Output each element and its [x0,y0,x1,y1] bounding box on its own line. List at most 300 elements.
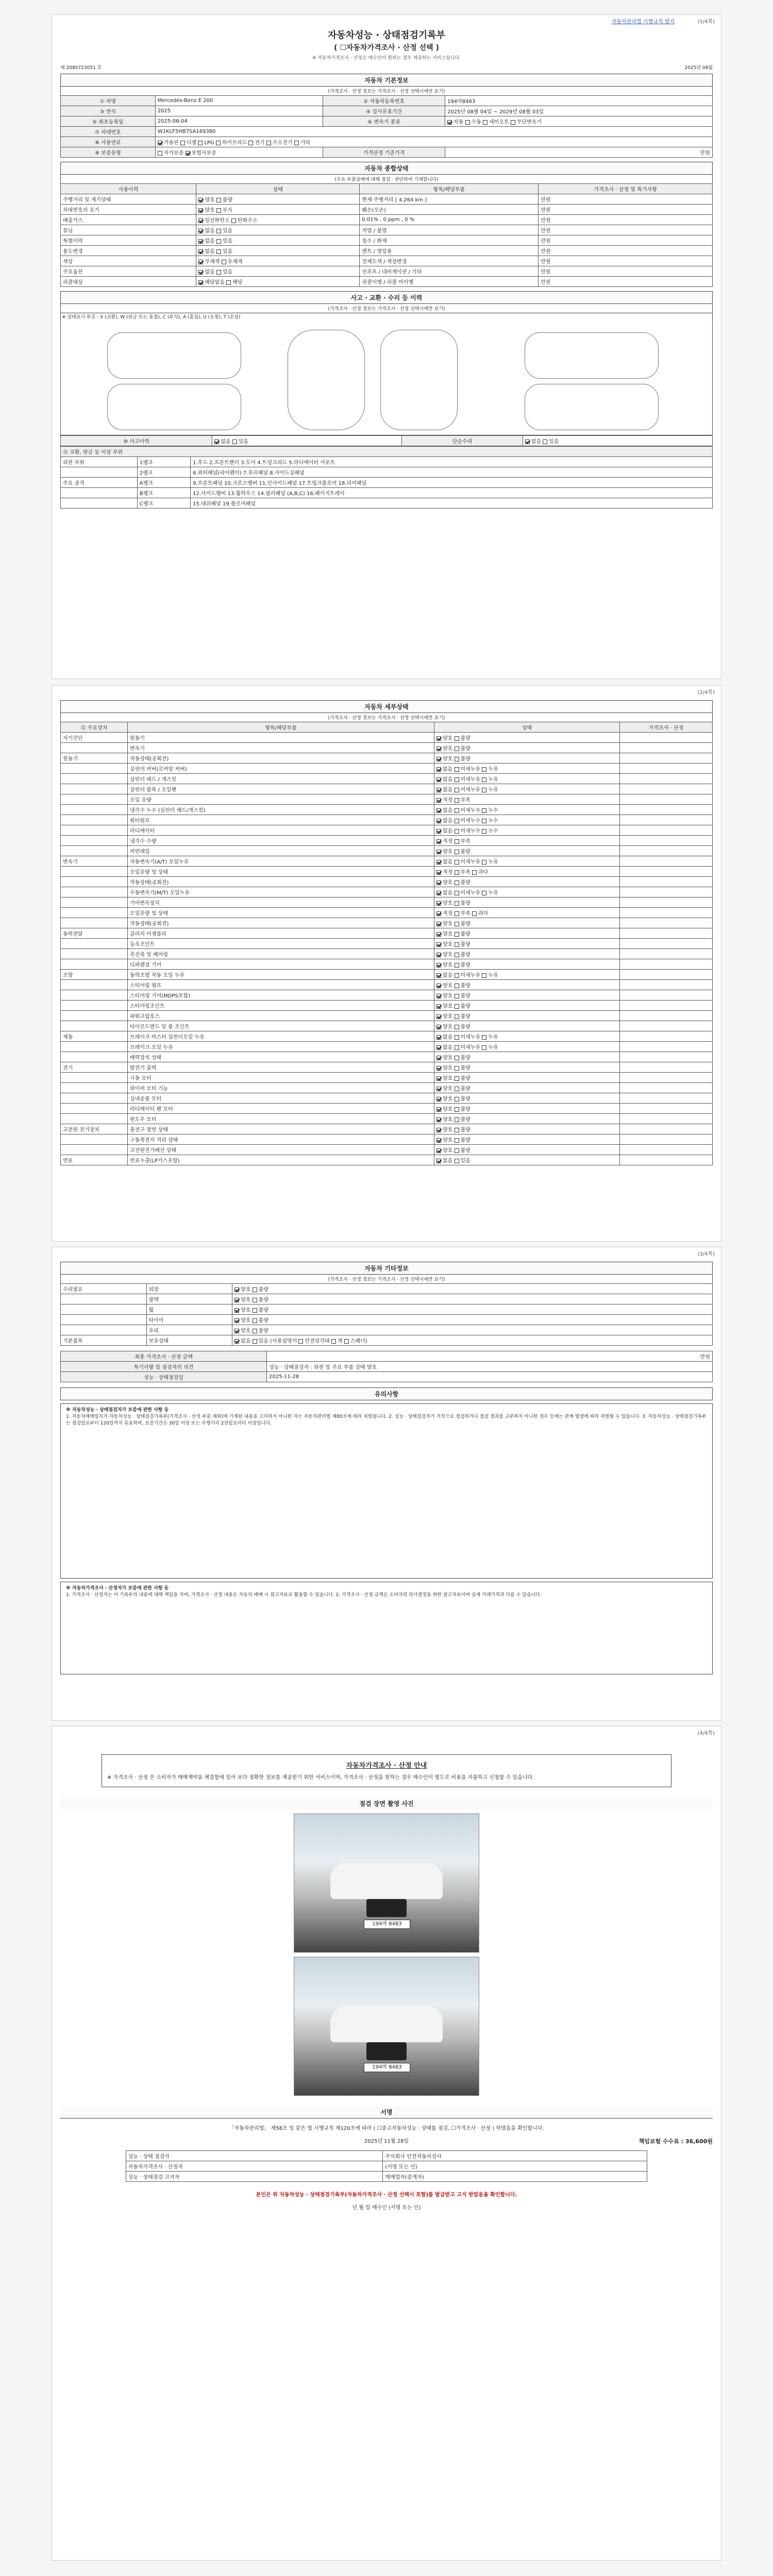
transmission-value: 자동 수동 세미오토 무단변속기 [445,116,713,127]
detail-price [620,856,713,867]
other-state: 양호 불량 [232,1304,713,1315]
label: ⑦ 차대번호 [61,127,156,137]
detail-group [61,1114,128,1124]
detail-price [620,733,713,743]
frame-items: 6.쿼터패널(리어펜더) 7.루프패널 8.사이드실패널 [191,467,713,478]
state-price: 만원 [539,225,713,235]
detail-group [61,1042,128,1052]
detail-price [620,825,713,836]
detail-state: 양호 불량 [434,959,620,970]
model-value: Mercedes-Benz E 200 [155,96,323,106]
detail-group [61,949,128,959]
detail-price [620,1093,713,1104]
frame-group: C랭크 [137,498,190,509]
label: ⑩ 사고이력 [61,436,212,446]
state-detail: 선루프 / 네비게이션 / 기타 [360,266,539,277]
detail-item: 클러치 어셈블리 [128,928,434,939]
sign-title: 서명 [60,2106,713,2119]
table-row [61,815,713,825]
table-row [61,918,713,928]
detail-price [620,753,713,764]
detail-price [620,1155,713,1165]
document-subtitle: ( ☐자동차가격조사 · 산정 선택 ) [334,44,439,52]
table-row [61,277,713,287]
state-detail: 현재 주행거리 [ 4,264 km ] [360,194,539,205]
table-row [61,959,713,970]
detail-group [61,939,128,949]
table-row [61,235,713,246]
frame-group: B랭크 [137,488,190,498]
final-table [60,1351,713,1382]
basic-info-desc: (가격조사 · 산정 정보는 가격조사 · 산정 선택시에만 표기) [60,86,713,95]
detail-item: 원동기 [128,733,434,743]
plate: 194마 8483 [364,2063,410,2072]
detail-group [61,1093,128,1104]
detail-group: 제동 [61,1031,128,1042]
label: 가격산정 기준가격 [323,147,445,158]
detail-group [61,815,128,825]
detail-group [61,805,128,815]
detail-price [620,1124,713,1134]
table-row [61,990,713,1001]
detail-price [620,1011,713,1021]
detail-item: 타이로드엔드 및 볼 조인트 [128,1021,434,1031]
frame-items: 15.대쉬패널 19.플로어패널 [191,498,713,509]
detail-item: 냉각수 수량 [128,836,434,846]
vin-value: W1KLF5HB7SA169380 [155,127,712,137]
detail-group [61,897,128,908]
detail-group [61,846,128,856]
detail-price [620,743,713,753]
table-row [61,478,713,488]
detail-price [620,815,713,825]
state-price: 만원 [539,246,713,256]
notice-title: 유의사항 [60,1387,713,1400]
detail-state: 없음 있음 [434,1155,620,1165]
detail-price [620,1042,713,1052]
other-group [61,1315,147,1325]
valid-value: 2025년 08월 04일 ~ 2029년 08월 03일 [445,106,713,116]
detail-group [61,743,128,753]
state-table [60,183,713,287]
detail-price [620,908,713,918]
col-header: 가격조사 · 산정 및 특기사항 [539,184,713,194]
col-header: 항목/해당부품 [128,722,434,733]
detail-state: 없음 미세누유 누유 [434,1042,620,1052]
table-row [61,467,713,478]
col-header: 상태 [434,722,620,733]
detail-state: 양호 불량 [434,743,620,753]
detail-state: 양호 불량 [434,1134,620,1145]
detail-price [620,1021,713,1031]
sign-text: 「자동차관리법」 제58조 및 같은 법 시행규칙 제120조에 따라 ( ☐중고자동차성능 · 상태를 점검, ☐가격조사 · 산정 ) 하였음을 확인합니다. [229,2126,544,2131]
detail-price [620,1145,713,1155]
other-group [61,1325,147,1335]
detail-price [620,805,713,815]
state-price: 만원 [539,256,713,266]
detail-group [61,918,128,928]
detail-state: 없음 미세누유 누유 [434,887,620,897]
detail-price [620,1052,713,1062]
detail-group [61,784,128,794]
detail-item: 오일유량 및 상태 [128,908,434,918]
table-row [61,194,713,205]
table-row [61,1134,713,1145]
table-row [61,743,713,753]
other-group [61,1294,147,1304]
label: ① 차명 [61,96,156,106]
state-desc: (주요 부품상태에 대해 점검 · 판단하여 기재합니다) [60,174,713,183]
page-number: (3/4쪽) [697,1251,715,1257]
detail-price [620,949,713,959]
table-row [61,856,713,867]
opinion-label: 특기사항 및 점검자의 의견 [61,1362,267,1372]
firstreg-value: 2025-06-04 [155,116,323,127]
signer-1-org: 주식회사 안전자동차검사 [383,2151,647,2161]
table-row [61,805,713,815]
table-row [61,205,713,215]
inspection-photo-1 [294,1814,479,1953]
detail-price [620,990,713,1001]
detail-item: 디퍼렌셜 기어 [128,959,434,970]
detail-item: 실내송풍 모터 [128,1093,434,1104]
car-frame [380,330,458,430]
table-row [61,1104,713,1114]
table-row [61,1093,713,1104]
accident-row [60,435,713,446]
table-row [61,970,713,980]
detail-state: 양호 불량 [434,1073,620,1083]
detail-price [620,764,713,774]
state-item: 주행거리 및 계기상태 [61,194,196,205]
detail-item: 발전기 출력 [128,1062,434,1073]
state-item: 색상 [61,256,196,266]
state-detail: 적법 / 불법 [360,225,539,235]
detail-price [620,794,713,805]
detail-price [620,918,713,928]
table-row [61,1001,713,1011]
detail-group [61,1104,128,1114]
detail-group [61,1052,128,1062]
state-check: 양호 부식 [196,205,360,215]
fuel-value: 가솔린 디젤 LPG 하이브리드 전기 수소전기 기타 [155,137,712,147]
detail-item: 스티어링 기어(MDPS포함) [128,990,434,1001]
state-check: 무채색 유채색 [196,256,360,266]
detail-item: 오일유량 및 상태 [128,867,434,877]
table-row [61,1325,713,1335]
table-row [61,1021,713,1031]
accident-value: 없음 있음 [212,436,402,446]
detail-group [61,794,128,805]
table-row [61,764,713,774]
detail-state: 양호 불량 [434,980,620,990]
guide-text: ※ 가격조사 · 산정 은 소비자가 매매계약을 체결함에 있어 보다 정확한 정보를 제공받기 위한 서비스이며, 가격조사 · 산정을 원하는 경우 매수인이 별도로 비용을 지불하고 신청할 수 있습니다. [107,1775,534,1781]
signer-table [126,2150,648,2182]
detail-group [61,959,128,970]
detail-state: 없음 미세누수 누수 [434,805,620,815]
other-table [60,1283,713,1346]
detail-item: 작동상태(공회전) [128,918,434,928]
detail-group: 자기진단 [61,733,128,743]
table-row [61,1062,713,1073]
state-item: 용도변경 [61,246,196,256]
other-item: 보유상태 [146,1335,232,1346]
other-item: 유리 [146,1325,232,1335]
state-item: 차대번호의 표기 [61,205,196,215]
state-detail: 리콜이행 / 리콜 미이행 [360,277,539,287]
detail-group [61,980,128,990]
table-row [61,784,713,794]
detail-group [61,908,128,918]
detail-price [620,897,713,908]
state-check: 일산화탄소 탄화수소 [196,215,360,225]
detail-state: 양호 불량 [434,1011,620,1021]
label: ⑥ 변속기 종류 [323,116,445,127]
detail-state: 양호 불량 [434,1083,620,1093]
other-group [61,1304,147,1315]
table-row [61,846,713,856]
detail-item: 스티어링 펌프 [128,980,434,990]
other-group: 기본품목 [61,1335,147,1346]
other-state: 양호 불량 [232,1315,713,1325]
detail-price [620,928,713,939]
detail-price [620,1062,713,1073]
detail-price [620,1104,713,1114]
document-title: 자동차성능 · 상태점검기록부 [327,30,446,41]
detail-state: 없음 미세누수 누수 [434,815,620,825]
detail-price [620,867,713,877]
label: ② 자동차등록번호 [323,96,445,106]
state-check: 없음 있음 [196,225,360,235]
table-row [61,980,713,990]
basic-info-table [60,95,713,158]
frame-rank: 주요 골격 [61,478,138,488]
frame-items: 9.프론트패널 10.크로스멤버 11.인사이드패널 17.트렁크플로어 18.리어패널 [191,478,713,488]
table-row [61,1052,713,1062]
frame-group: A랭크 [137,478,190,488]
detail-item: 충전구 절연 상태 [128,1124,434,1134]
detail-item: 브레이크 마스터 실린더오일 누유 [128,1031,434,1042]
table-row [61,1114,713,1124]
detail-state: 양호 불량 [434,949,620,959]
table-row [61,753,713,764]
other-state: 양호 불량 [232,1294,713,1304]
detail-group [61,867,128,877]
car-side-left [107,332,241,379]
detail-state: 양호 불량 [434,928,620,939]
frame-rank [61,467,138,478]
detail-group: 원동기 [61,753,128,764]
state-check: 없음 있음 [196,246,360,256]
state-detail: 전체도색 / 색상변경 [360,256,539,266]
detail-group [61,764,128,774]
table-row [61,1042,713,1052]
car-top [288,330,365,430]
detail-item: 브레이크 오일 누유 [128,1042,434,1052]
detail-state: 적정 부족 과다 [434,908,620,918]
guide-title: 자동차가격조사 · 산정 안내 [346,1762,427,1770]
detail-state: 없음 미세누수 누수 [434,825,620,836]
detail-item: 윈도우 모터 [128,1114,434,1124]
detail-item: 라디에이터 [128,825,434,836]
table-row [61,836,713,846]
state-price: 만원 [539,194,713,205]
state-detail: 렌트 / 영업용 [360,246,539,256]
signer-2-sign: (서명 또는 인) [383,2161,647,2172]
state-item: 주요옵션 [61,266,196,277]
detail-group [61,887,128,897]
detail-group: 고전원 전기장치 [61,1124,128,1134]
detail-price [620,887,713,897]
other-desc: (가격조사 · 산정 정보는 가격조사 · 산정 선택시에만 표기) [60,1274,713,1283]
detail-state: 양호 불량 [434,1093,620,1104]
label: ⑧ 사용연료 [61,137,156,147]
detail-state: 양호 불량 [434,918,620,928]
car-side-left-lower [107,384,241,430]
table-row [61,225,713,235]
table-row [61,1335,713,1346]
table-row [61,1124,713,1134]
fee-value: 36,600원 [685,2138,713,2145]
table-row [61,774,713,784]
state-title: 자동차 종합상태 [60,162,713,174]
detail-state: 양호 불량 [434,733,620,743]
detail-group: 변속기 [61,856,128,867]
state-price: 만원 [539,277,713,287]
detail-item: 고전원전기배선 상태 [128,1145,434,1155]
table-row [61,1083,713,1093]
detail-group [61,825,128,836]
detail-group [61,1073,128,1083]
col-header: 사용이력 [61,184,196,194]
detail-price [620,1083,713,1093]
table-row [61,246,713,256]
signer-3: 성능 · 상태점검 고지자 [126,2172,383,2182]
price-value: 만원 [445,147,713,158]
law-link[interactable]: 자동차관리법 시행규칙 별지 [611,19,675,25]
detail-state: 없음 미세누유 누유 [434,856,620,867]
date-value: 2025-11-28 [267,1372,713,1382]
accident-desc: (가격조사 · 산정 정보는 가격조사 · 산정 선택시에만 표기) [60,303,713,313]
accident-note: ※ 상태표시 부호 : X (교환), W (판금 또는 용접), C (부식), A (흠집), U (요철), T (손상) [60,313,713,322]
detail-item: 작동상태(공회전) [128,877,434,887]
table-row [61,733,713,743]
detail-table [60,722,713,1165]
state-price: 만원 [539,266,713,277]
detail-item: 동력조향 작동 오일 누유 [128,970,434,980]
state-check: 해당없음 해당 [196,277,360,287]
notice-1: ※ 자동차성능 · 상태점검자가 보증에 관한 사항 등 1. 자동차매매업자가 자동차성능 · 상태점검기록부(가격조사 · 산정 부분 제외)에 기재된 내용을 고지하지 아니한 자는 자동차관리법 제80조에 따라 처벌됩니다. 2. 성능 · 상태점검자가 거짓으로 점검하거나 점검 결과를 교부하지 아니한 경우 등에는 관계 법령에 따라 처벌될 수 있습니다. 3. 자동차성능 · 상태점검기록부는 점검일로부터 120일까지 유효하며, 보증기간은 30일 이상 또는 주행거리 2천킬로미터 이상입니다. [60,1403,713,1579]
accident-title: 사고 · 교환 · 수리 등 이력 [60,291,713,303]
detail-item: 등속조인트 [128,939,434,949]
detail-price [620,959,713,970]
detail-item: 실린더 헤드 / 개스킷 [128,774,434,784]
detail-item: 변속기 [128,743,434,753]
car-diagram [60,322,713,435]
other-state: 양호 불량 [232,1325,713,1335]
reg-value: 194마8483 [445,96,713,106]
detail-price [620,1114,713,1124]
detail-item: 라디에이터 팬 모터 [128,1104,434,1114]
sign-date: 2025년 11월 28일 [364,2139,409,2144]
detail-title: 자동차 세부상태 [60,700,713,713]
detail-price [620,1073,713,1083]
detail-price [620,1134,713,1145]
detail-item: 워터펌프 [128,815,434,825]
table-row [61,488,713,498]
detail-group: 동력전달 [61,928,128,939]
other-state: 없음 있음 (사용설명서 안전삼각대 잭 스패너) [232,1335,713,1346]
table-row [61,949,713,959]
buyer-sign: 년 월 일 매수인 (서명 또는 인) [352,2205,421,2211]
detail-state: 양호 불량 [434,846,620,856]
table-row [61,897,713,908]
detail-group [61,1001,128,1011]
detail-state: 양호 불량 [434,1104,620,1114]
detail-item: 와이퍼 모터 기능 [128,1083,434,1093]
table-row [61,1031,713,1042]
page-1 [52,14,721,679]
table-row [61,1145,713,1155]
detail-group [61,1145,128,1155]
state-check: 없음 있음 [196,235,360,246]
date-label: 성능 · 상태점검일 [61,1372,267,1382]
state-check: 없음 있음 [196,266,360,277]
table-row [61,266,713,277]
other-group: 수리필요 [61,1284,147,1294]
detail-state: 없음 미세누유 누유 [434,774,620,784]
page-number: (2/4쪽) [697,690,715,696]
detail-state: 양호 불량 [434,877,620,887]
frame-title: ⑪ 교환, 판금 등 이상 부위 [61,447,713,457]
car-side-right-lower [525,384,659,430]
page-2 [52,685,721,1242]
state-detail: 훼손(오손) [360,205,539,215]
state-item: 특별이력 [61,235,196,246]
col-header: 항목/해당부품 [360,184,539,194]
detail-state: 없음 미세누유 누유 [434,764,620,774]
detail-item: 배력장치 상태 [128,1052,434,1062]
table-row [61,887,713,897]
table-row [61,867,713,877]
frame-rank [61,498,138,509]
inspection-photo-2 [294,1957,479,2096]
table-row [61,256,713,266]
state-price: 만원 [539,235,713,246]
label: ④ 검사유효기간 [323,106,445,116]
detail-item: 기어변속장치 [128,897,434,908]
table-row [61,457,713,467]
state-price: 만원 [539,215,713,225]
other-item: 휠 [146,1304,232,1315]
label: 단순수리 [402,436,523,446]
other-item: 타이어 [146,1315,232,1325]
detail-price [620,774,713,784]
table-row [61,1011,713,1021]
other-item: 외장 [146,1284,232,1294]
detail-state: 양호 불량 [434,1124,620,1134]
car-side-right [525,332,659,379]
state-item: 배출가스 [61,215,196,225]
fee-label: 책임보험 수수료 : [638,2138,684,2145]
document-number: 제 2080723051 호 [60,65,102,71]
detail-group [61,1021,128,1031]
buyer-confirm: 본인은 위 자동차성능 · 상태점검기록부(자동차가격조사 · 산정 선택시 포함)를 발급받고 고지 받았음을 확인합니다. [256,2192,517,2198]
frame-items: 12.사이드멤버 13.휠하우스 14.필러패널 (A,B,C) 16.패키지트레이 [191,488,713,498]
detail-item: 스티어링조인트 [128,1001,434,1011]
detail-item: 커먼레일 [128,846,434,856]
frame-group: 2랭크 [137,467,190,478]
